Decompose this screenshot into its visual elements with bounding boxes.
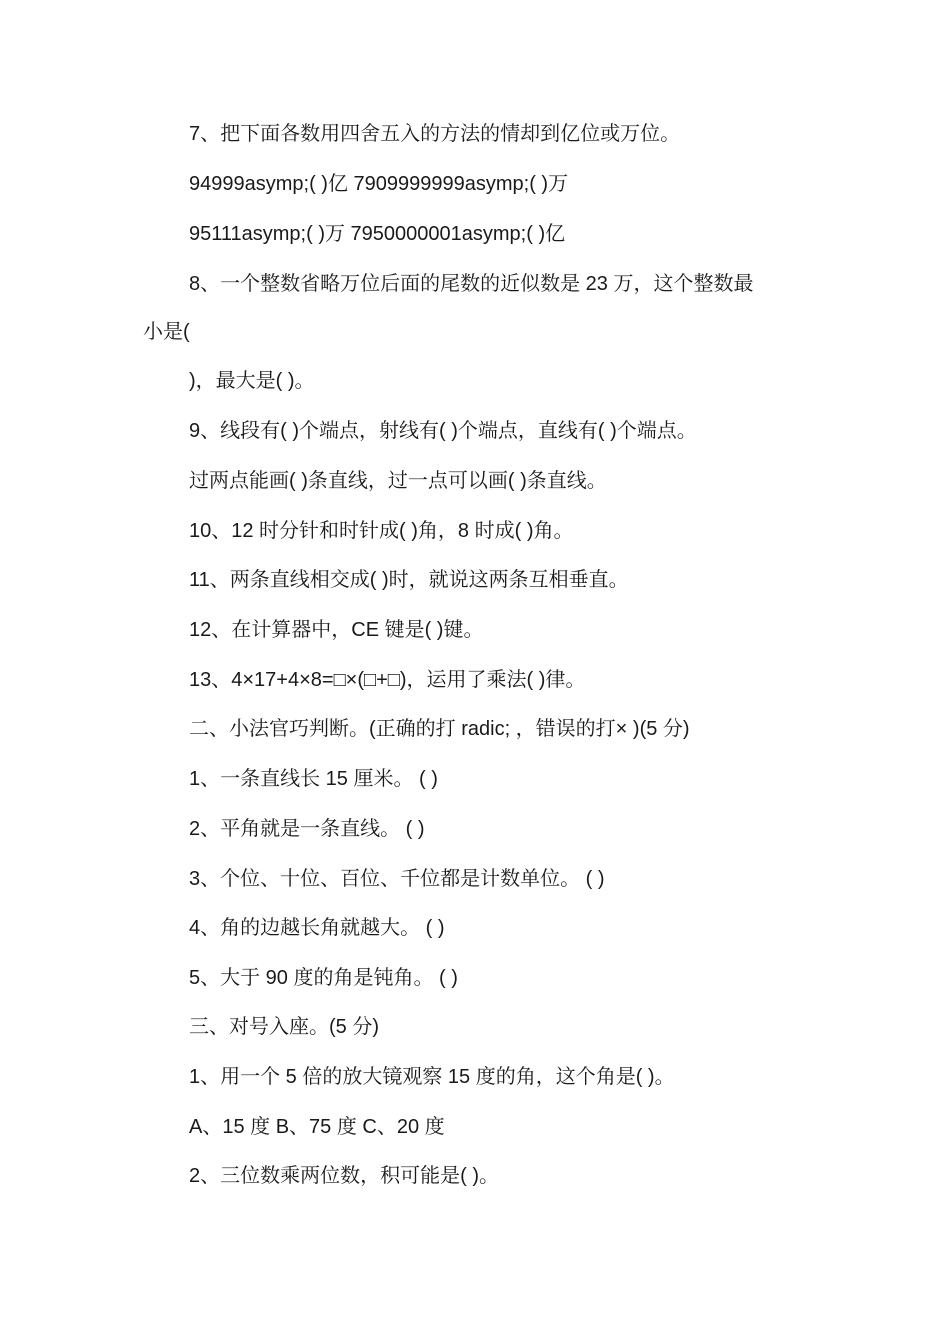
judge-item-5: 5、大于 90 度的角是钝角。 ( ): [189, 967, 458, 989]
judge-item-4: 4、角的边越长角就越大。 ( ): [189, 917, 445, 939]
section-2-heading: 二、小法官巧判断。(正确的打 radic; ，错误的打× )(5 分): [189, 718, 690, 740]
question-10-text: 10、12 时分针和时针成( )角，8 时成( )角。: [189, 520, 574, 542]
question-7-item-row-1: 94999asymp;( )亿 7909999999asymp;( )万: [189, 173, 569, 195]
question-8-continuation-2: )，最大是( )。: [189, 370, 315, 392]
question-12-text: 12、在计算器中，CE 键是( )键。: [189, 619, 484, 641]
judge-item-1: 1、一条直线长 15 厘米。 ( ): [189, 768, 438, 790]
choice-question-1-options: A、15 度 B、75 度 C、20 度: [189, 1116, 445, 1138]
question-13-text: 13、4×17+4×8=□×(□+□)，运用了乘法( )律。: [189, 669, 586, 691]
question-7-text: 7、把下面各数用四舍五入的方法的情却到亿位或万位。: [189, 123, 681, 145]
judge-item-3: 3、个位、十位、百位、千位都是计数单位。 ( ): [189, 868, 605, 890]
question-9-continuation: 过两点能画( )条直线，过一点可以画( )条直线。: [189, 470, 607, 492]
choice-question-2: 2、三位数乘两位数，积可能是( )。: [189, 1165, 499, 1187]
question-11-text: 11、两条直线相交成( )时，就说这两条互相垂直。: [189, 569, 629, 591]
judge-item-2: 2、平角就是一条直线。 ( ): [189, 818, 425, 840]
choice-question-1: 1、用一个 5 倍的放大镜观察 15 度的角，这个角是( )。: [189, 1066, 675, 1088]
question-7-item-row-2: 95111asymp;( )万 7950000001asymp;( )亿: [189, 223, 566, 245]
question-8-text: 8、一个整数省略万位后面的尾数的近似数是 23 万，这个整数最: [189, 273, 754, 295]
question-9-text: 9、线段有( )个端点，射线有( )个端点，直线有( )个端点。: [189, 420, 697, 442]
question-8-continuation: 小是(: [143, 321, 190, 343]
section-3-heading: 三、对号入座。(5 分): [189, 1016, 379, 1038]
